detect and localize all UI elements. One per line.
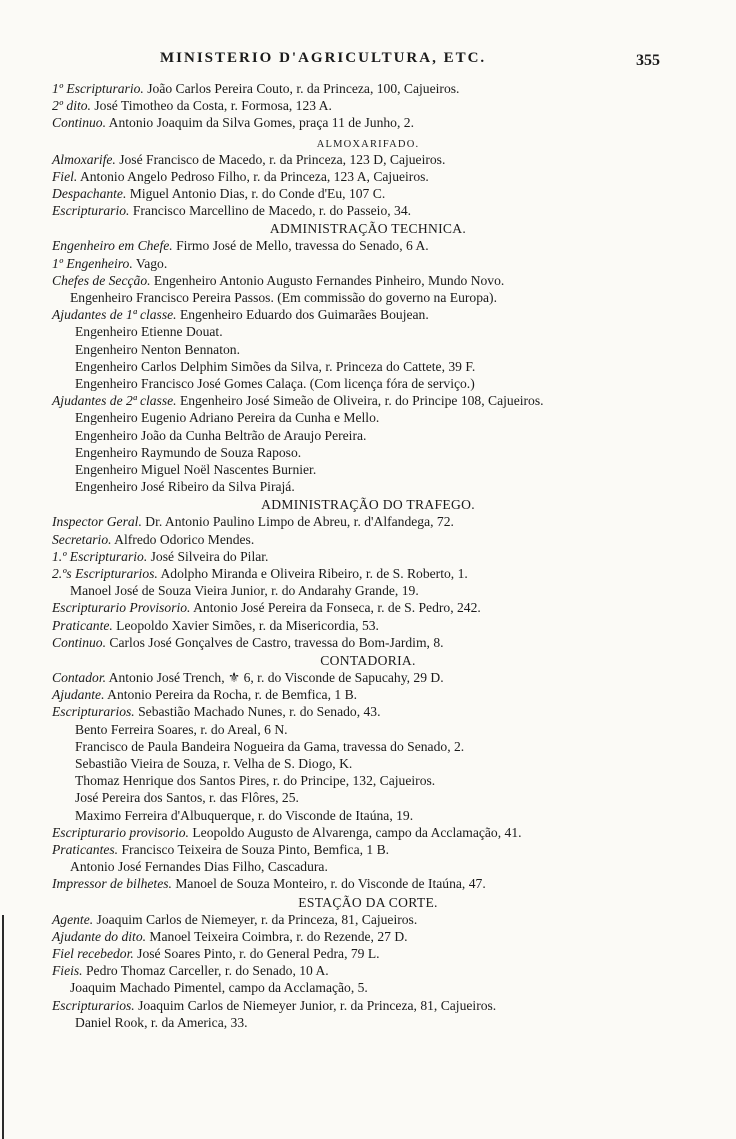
entry-text: Antonio José Pereira da Fonseca, r. de S. Pedro, 242. — [190, 600, 481, 616]
entry-role: Inspector Geral. — [52, 514, 142, 530]
entry-text: Francisco Teixeira de Souza Pinto, Bemfica, 1 B. — [118, 842, 390, 857]
entry-role: Praticantes. — [52, 842, 119, 857]
listing-entry — [52, 911, 417, 928]
listing-entry — [52, 962, 329, 979]
entry-text: Engenheiro Miguel Noël Nascentes Burnier. — [75, 462, 317, 477]
listing-entry — [75, 358, 475, 375]
listing-entry — [52, 669, 444, 686]
entry-text: Bento Ferreira Soares, r. do Areal, 6 N. — [75, 721, 288, 737]
entry-role: Impressor de bilhetes. — [52, 876, 172, 892]
section-heading: ADMINISTRAÇÃO DO TRAFEGO. — [261, 497, 475, 513]
listing-entry — [75, 323, 223, 340]
entry-role: Continuo. — [52, 634, 107, 650]
entry-role: Despachante. — [52, 186, 127, 201]
listing-entry — [52, 617, 379, 634]
listing-entry — [52, 306, 429, 323]
listing-entry — [75, 789, 299, 806]
listing-entry — [75, 409, 379, 426]
listing-entry — [70, 582, 419, 599]
entry-role: Escripturario Provisorio. — [52, 600, 191, 616]
entry-role: Fieis. — [52, 963, 83, 979]
listing-entry — [52, 202, 411, 219]
listing-entry — [70, 858, 328, 875]
entry-role: 1º Engenheiro. — [52, 255, 133, 271]
entry-role: Ajudante. — [52, 687, 105, 703]
entry-text: Leopoldo Xavier Simões, r. da Misericordia, 53. — [112, 617, 379, 633]
entry-text: Maximo Ferreira d'Albuquerque, r. do Visconde de Itaúna, 19. — [75, 807, 414, 823]
listing-entry — [52, 599, 481, 616]
listing-entry — [75, 341, 240, 358]
listing-entry — [52, 703, 381, 720]
listing-entry — [52, 185, 385, 202]
entry-text: Engenheiro Eduardo dos Guimarães Boujean. — [176, 307, 429, 323]
entry-role: Ajudantes de 2ª classe. — [52, 393, 177, 409]
entry-text: Dr. Antonio Paulino Limpo de Abreu, r. d'Alfandega, 72. — [141, 514, 454, 530]
entry-role: Secretario. — [52, 531, 112, 547]
entry-role: Fiel. — [52, 168, 78, 184]
entry-role: Ajudante do dito. — [52, 928, 147, 944]
listing-entry — [52, 168, 429, 185]
entry-text: Engenheiro Francisco Pereira Passos. (Em commissão do governo na Europa). — [70, 290, 497, 305]
listing-entry — [52, 634, 444, 651]
listing-entry — [52, 392, 544, 409]
page-title: MINISTERIO D'AGRICULTURA, ETC. — [160, 50, 487, 66]
entry-text: Engenheiro José Simeão de Oliveira, r. do Principe 108, Cajueiros. — [176, 393, 544, 409]
entry-text: Antonio José Trench, ⚜ 6, r. do Visconde de Sapucahy, 29 D. — [106, 670, 444, 685]
listing-entry — [52, 114, 414, 131]
entry-text: Firmo José de Mello, travessa do Senado, 6 A. — [172, 238, 429, 254]
entry-text: Joaquim Carlos de Niemeyer, r. da Princeza, 81, Cajueiros. — [93, 911, 418, 927]
entry-text: José Timotheo da Costa, r. Formosa, 123 A. — [90, 98, 332, 114]
listing-entry — [75, 1014, 248, 1031]
listing-entry — [52, 97, 332, 114]
entry-text: Pedro Thomaz Carceller, r. do Senado, 10 A. — [82, 963, 329, 979]
entry-text: Daniel Rook, r. da America, 33. — [75, 1014, 248, 1030]
entry-text: Antonio José Fernandes Dias Filho, Cascadura. — [70, 859, 328, 875]
listing-entry — [52, 928, 408, 945]
entry-text: Engenheiro Carlos Delphim Simões da Silva, r. Princeza do Cattete, 39 F. — [75, 358, 476, 374]
entry-text: Antonio Joaquim da Silva Gomes, praça 11 de Junho, 2. — [106, 115, 414, 131]
listing-entry — [52, 945, 380, 962]
listing-entry — [75, 772, 435, 789]
entry-text: Antonio Pereira da Rocha, r. de Bemfica, 1 B. — [104, 687, 358, 703]
entry-role: 2º dito. — [52, 98, 91, 114]
listing-entry — [52, 824, 522, 841]
entry-text: Alfredo Odorico Mendes. — [111, 531, 255, 547]
entry-text: Manoel de Souza Monteiro, r. do Visconde de Itaúna, 47. — [171, 876, 486, 892]
listing-entry — [52, 151, 445, 168]
listing-entry — [75, 427, 366, 444]
section-heading: ESTAÇÃO DA CORTE. — [298, 894, 438, 910]
entry-text: Adolpho Miranda e Oliveira Ribeiro, r. de S. Roberto, 1. — [157, 566, 468, 581]
entry-text: Joaquim Carlos de Niemeyer Junior, r. da Princeza, 81, Cajueiros. — [134, 997, 497, 1013]
entry-role: Fiel recebedor. — [52, 946, 134, 961]
listing-entry — [52, 997, 496, 1014]
section-heading: ALMOXARIFADO. — [316, 138, 420, 150]
entry-text: Sebastião Vieira de Souza, r. Velha de S. Diogo, K. — [75, 756, 353, 771]
listing-entry — [52, 272, 504, 289]
entry-text: Manoel José de Souza Vieira Junior, r. do Andarahy Grande, 19. — [70, 583, 419, 599]
listing-entry — [52, 237, 429, 254]
listing-entry — [52, 686, 357, 703]
entry-role: Escripturarios. — [52, 997, 135, 1013]
entry-text: Vago. — [132, 255, 168, 271]
entry-role: Almoxarife. — [52, 151, 116, 167]
listing-entry — [75, 738, 464, 755]
entry-text: Engenheiro Francisco José Gomes Calaça. (Com licença fóra de serviço.) — [75, 376, 475, 391]
listing-entry — [52, 565, 468, 582]
entry-role: 2.ºs Escripturarios. — [52, 566, 158, 581]
entry-role: Chefes de Secção. — [52, 272, 151, 288]
entry-text: Engenheiro Antonio Augusto Fernandes Pinheiro, Mundo Novo. — [150, 272, 505, 288]
entry-text: Francisco Marcellino de Macedo, r. do Passeio, 34. — [129, 203, 412, 219]
entry-text: Engenheiro Eugenio Adriano Pereira da Cunha e Mello. — [75, 410, 380, 426]
listing-entry — [52, 841, 389, 858]
page-number: 355 — [636, 52, 660, 69]
section-heading: CONTADORIA. — [320, 653, 416, 668]
entry-text: José Soares Pinto, r. do General Pedra, 79 L. — [133, 946, 380, 961]
entry-role: Contador. — [52, 670, 107, 685]
entry-text: Antonio Angelo Pedroso Filho, r. da Princeza, 123 A, Cajueiros. — [77, 168, 429, 184]
section-heading: ADMINISTRAÇÃO TECHNICA. — [269, 221, 467, 237]
listing-entry — [70, 979, 368, 996]
entry-text: Engenheiro José Ribeiro da Silva Pirajá. — [75, 479, 295, 495]
running-header — [0, 50, 736, 74]
entry-text: Carlos José Gonçalves de Castro, travessa do Bom-Jardim, 8. — [106, 634, 444, 650]
listing-entry — [75, 375, 475, 392]
entry-role: Agente. — [52, 911, 94, 927]
entry-text: José Pereira dos Santos, r. das Flôres, 25. — [75, 790, 299, 806]
entry-role: Escripturario provisorio. — [52, 824, 189, 840]
listing-entry — [75, 755, 352, 772]
entry-text: Manoel Teixeira Coimbra, r. do Rezende, 27 D. — [146, 928, 408, 944]
entry-text: Joaquim Machado Pimentel, campo da Acclamação, 5. — [70, 980, 368, 996]
listing-entry — [75, 461, 316, 478]
entry-text: Engenheiro Nenton Bennaton. — [75, 341, 240, 357]
entry-text: Francisco de Paula Bandeira Nogueira da Gama, travessa do Senado, 2. — [75, 738, 465, 754]
entry-text: João Carlos Pereira Couto, r. da Princeza, 100, Cajueiros. — [143, 81, 460, 96]
listing-entry — [52, 531, 254, 548]
entry-role: Continuo. — [52, 115, 107, 131]
listing-entry — [70, 289, 497, 306]
entry-role: 1º Escripturario. — [52, 81, 144, 96]
listing-entry — [75, 721, 288, 738]
entry-text: Engenheiro Raymundo de Souza Raposo. — [75, 444, 302, 460]
entry-text: Engenheiro Etienne Douat. — [75, 324, 223, 340]
entry-text: Miguel Antonio Dias, r. do Conde d'Eu, 107 C. — [126, 186, 386, 201]
listing-entry — [75, 444, 301, 461]
entry-role: Escripturario. — [52, 203, 130, 219]
entry-role: Praticante. — [52, 617, 113, 633]
listing-entry — [52, 513, 454, 530]
entry-text: Thomaz Henrique dos Santos Pires, r. do Principe, 132, Cajueiros. — [75, 773, 436, 789]
entry-text: Leopoldo Augusto de Alvarenga, campo da Acclamação, 41. — [188, 824, 522, 840]
margin-rule — [2, 915, 4, 1139]
listing-entry — [75, 807, 413, 824]
listing-entry — [52, 875, 486, 892]
entry-role: Ajudantes de 1ª classe. — [52, 307, 177, 323]
entry-text: José Silveira do Pilar. — [147, 548, 269, 564]
listing-entry — [75, 478, 295, 495]
entry-text: Sebastião Machado Nunes, r. do Senado, 43. — [134, 704, 381, 720]
listing-entry — [52, 255, 167, 272]
listing-entry — [52, 80, 459, 97]
entry-text: Engenheiro João da Cunha Beltrão de Araujo Pereira. — [75, 427, 367, 443]
entry-text: José Francisco de Macedo, r. da Princeza, 123 D, Cajueiros. — [115, 151, 446, 167]
entry-role: 1.º Escripturario. — [52, 548, 148, 564]
entry-role: Escripturarios. — [52, 704, 135, 720]
entry-role: Engenheiro em Chefe. — [52, 238, 173, 254]
listing-entry — [52, 548, 268, 565]
